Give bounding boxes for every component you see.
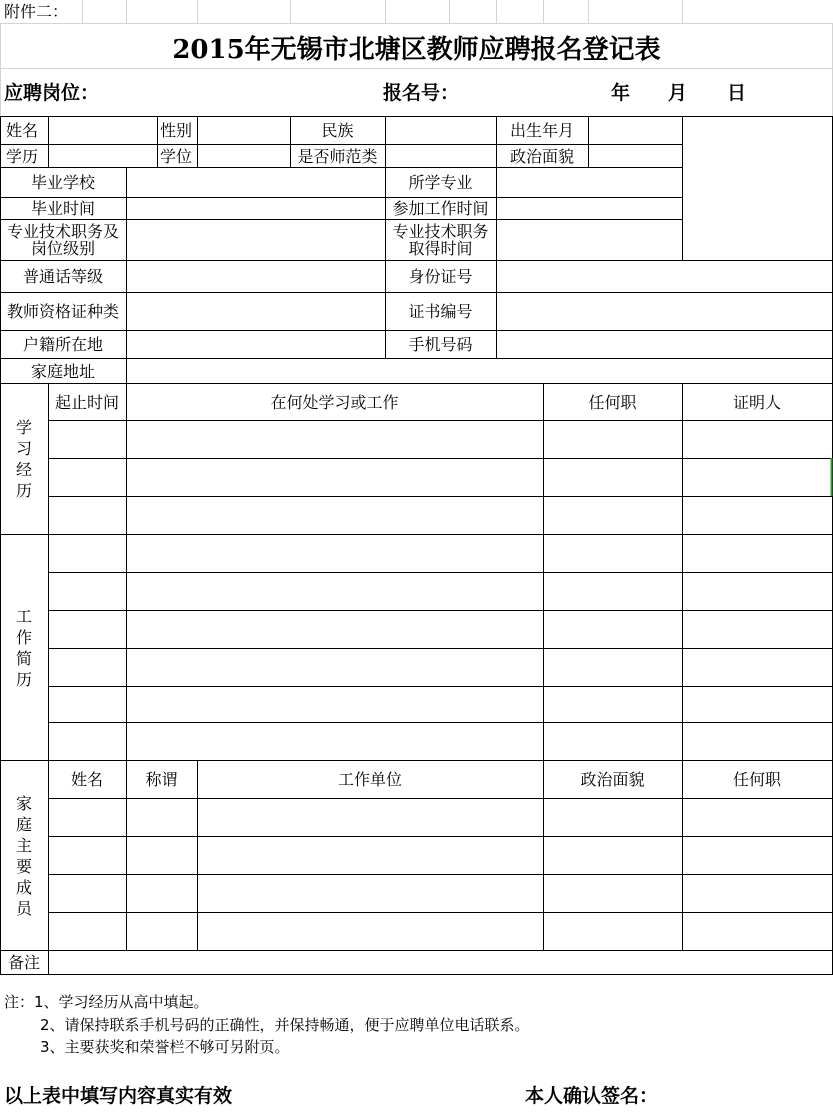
work-row-6[interactable] bbox=[49, 723, 832, 760]
normal-major-label: 是否师范类 bbox=[297, 146, 378, 166]
political-status-label: 政治面貌 bbox=[509, 146, 574, 166]
gender-label: 性别 bbox=[160, 121, 193, 140]
graduation-time-field[interactable] bbox=[127, 198, 385, 219]
work-section-label bbox=[0, 535, 48, 760]
name-field[interactable] bbox=[49, 117, 157, 144]
gender-field[interactable] bbox=[198, 117, 290, 144]
title-obtained-label bbox=[385, 220, 496, 260]
study-char-4: 历 bbox=[15, 481, 32, 500]
mandarin-level-label: 普通话等级 bbox=[22, 267, 103, 286]
graduate-school-field[interactable] bbox=[127, 168, 385, 197]
id-card-label: 身份证号 bbox=[408, 267, 473, 286]
study-section-label bbox=[0, 384, 48, 534]
declaration-text: 以上表中填写内容真实有效 bbox=[4, 1085, 233, 1107]
work-row-1[interactable] bbox=[49, 535, 832, 572]
cert-number-field[interactable] bbox=[497, 293, 832, 330]
professional-title-field[interactable] bbox=[127, 220, 385, 260]
family-col-unit: 工作单位 bbox=[337, 770, 402, 789]
note-line-2: 2、请保持联系手机号码的正确性，并保持畅通，便于应聘单位电话联系。 bbox=[40, 1016, 530, 1034]
note-line-3: 3、主要获奖和荣誉栏不够可另附页。 bbox=[40, 1038, 290, 1056]
remarks-field[interactable] bbox=[49, 951, 832, 974]
page-title: 2015年无锡市北塘区教师应聘报名登记表 bbox=[172, 35, 661, 65]
work-char-1: 工 bbox=[15, 606, 32, 626]
work-char-3: 简 bbox=[15, 648, 32, 668]
photo-area[interactable] bbox=[683, 117, 832, 260]
study-row-2[interactable] bbox=[49, 459, 832, 496]
signature-field[interactable] bbox=[668, 1080, 828, 1112]
year-label: 年 bbox=[611, 82, 631, 104]
family-col-name: 姓名 bbox=[70, 770, 103, 789]
major-label: 所学专业 bbox=[408, 173, 473, 192]
study-col-where: 在何处学习或工作 bbox=[270, 392, 399, 412]
graduate-school-label: 毕业学校 bbox=[30, 173, 95, 192]
day-label: 日 bbox=[727, 82, 747, 104]
mandarin-level-field[interactable] bbox=[127, 261, 385, 292]
family-section-label bbox=[0, 761, 48, 950]
hukou-label: 户籍所在地 bbox=[22, 335, 103, 354]
family-col-political: 政治面貌 bbox=[580, 770, 645, 789]
work-row-2[interactable] bbox=[49, 573, 832, 610]
registration-number-field[interactable] bbox=[465, 78, 605, 110]
professional-title-line1: 专业技术职务及 bbox=[6, 222, 119, 241]
family-char-5: 成 bbox=[15, 877, 32, 897]
study-row-1[interactable] bbox=[49, 421, 832, 458]
major-field[interactable] bbox=[497, 168, 682, 197]
family-col-relation: 称谓 bbox=[145, 770, 178, 789]
family-col-post: 任何职 bbox=[732, 770, 781, 789]
study-col-time: 起止时间 bbox=[54, 392, 119, 412]
birth-date-label: 出生年月 bbox=[509, 121, 574, 140]
attachment-label: 附件二： bbox=[4, 2, 69, 21]
family-char-1: 家 bbox=[15, 793, 32, 813]
teacher-cert-type-field[interactable] bbox=[127, 293, 385, 330]
home-address-field[interactable] bbox=[127, 359, 832, 383]
family-row-2[interactable] bbox=[49, 837, 832, 874]
study-col-witness: 证明人 bbox=[732, 392, 781, 412]
family-row-4[interactable] bbox=[49, 913, 832, 950]
education-label: 学历 bbox=[6, 146, 39, 166]
position-field[interactable] bbox=[110, 78, 370, 110]
work-char-4: 历 bbox=[15, 669, 32, 689]
family-char-2: 庭 bbox=[15, 814, 32, 834]
note-line-1: 注：1、学习经历从高中填起。 bbox=[4, 993, 209, 1011]
birth-date-field[interactable] bbox=[589, 117, 682, 144]
title-obtained-line1: 专业技术职务 bbox=[392, 222, 489, 241]
phone-label: 手机号码 bbox=[408, 335, 473, 354]
teacher-cert-type-label: 教师资格证种类 bbox=[6, 302, 119, 321]
graduation-time-label: 毕业时间 bbox=[30, 199, 95, 218]
hukou-field[interactable] bbox=[127, 331, 385, 358]
home-address-label: 家庭地址 bbox=[30, 361, 95, 381]
degree-label: 学位 bbox=[160, 146, 193, 166]
phone-field[interactable] bbox=[497, 331, 832, 358]
title-obtained-line2: 取得时间 bbox=[408, 239, 473, 258]
id-card-field[interactable] bbox=[497, 261, 832, 292]
work-row-4[interactable] bbox=[49, 649, 832, 686]
study-char-3: 经 bbox=[15, 460, 32, 479]
title-obtained-field[interactable] bbox=[497, 220, 682, 260]
professional-title-line2: 岗位级别 bbox=[30, 239, 95, 258]
work-row-5[interactable] bbox=[49, 687, 832, 722]
work-row-3[interactable] bbox=[49, 611, 832, 648]
professional-title-label bbox=[0, 220, 126, 260]
month-label: 月 bbox=[668, 82, 688, 104]
study-char-1: 学 bbox=[15, 418, 32, 437]
study-row-3[interactable] bbox=[49, 497, 832, 534]
study-col-post: 任何职 bbox=[588, 392, 637, 412]
cert-number-label: 证书编号 bbox=[408, 302, 473, 321]
work-char-2: 作 bbox=[15, 627, 32, 647]
work-start-label: 参加工作时间 bbox=[392, 199, 489, 218]
position-label: 应聘岗位： bbox=[4, 82, 100, 104]
ethnicity-field[interactable] bbox=[386, 117, 496, 144]
education-field[interactable] bbox=[49, 145, 157, 167]
study-char-2: 习 bbox=[15, 439, 32, 458]
family-char-3: 主 bbox=[15, 835, 32, 855]
family-row-1[interactable] bbox=[49, 799, 832, 836]
name-label: 姓名 bbox=[6, 121, 39, 140]
family-row-3[interactable] bbox=[49, 875, 832, 912]
family-char-4: 要 bbox=[15, 856, 32, 876]
registration-number-label: 报名号： bbox=[383, 82, 460, 104]
degree-field[interactable] bbox=[198, 145, 290, 167]
normal-major-field[interactable] bbox=[386, 145, 496, 167]
remarks-label: 备注 bbox=[7, 953, 40, 972]
family-char-6: 员 bbox=[15, 898, 32, 918]
political-status-field[interactable] bbox=[589, 145, 682, 167]
signature-label: 本人确认签名： bbox=[525, 1085, 659, 1107]
work-start-field[interactable] bbox=[497, 198, 682, 219]
ethnicity-label: 民族 bbox=[321, 121, 354, 140]
